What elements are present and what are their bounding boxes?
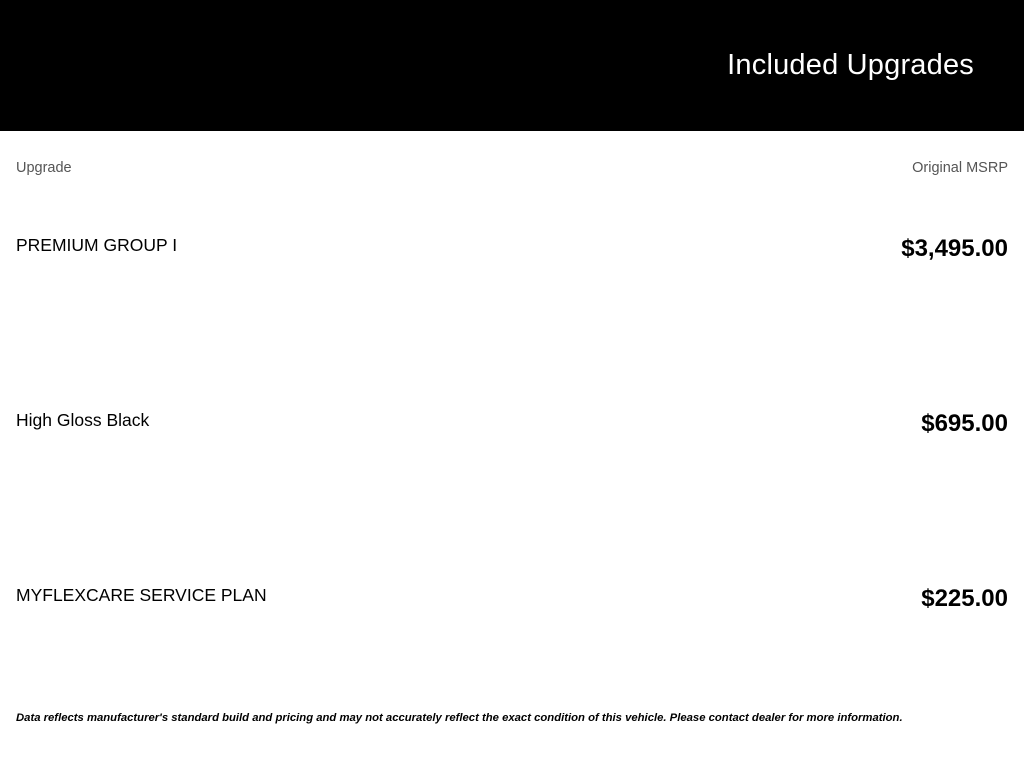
upgrades-list [16, 176, 1008, 701]
column-header-upgrade: Upgrade [16, 160, 72, 176]
column-header-original-msrp: Original MSRP [912, 160, 1008, 176]
upgrade-price: $695.00 [921, 410, 1008, 437]
table-row [16, 176, 1008, 351]
upgrade-name: High Gloss Black [16, 410, 150, 430]
upgrade-price: $3,495.00 [901, 235, 1008, 262]
upgrades-content [0, 131, 1024, 768]
table-header-row [16, 131, 1008, 176]
upgrade-price: $225.00 [921, 585, 1008, 612]
table-row [16, 526, 1008, 701]
table-row [16, 351, 1008, 526]
disclaimer-text: Data reflects manufacturer's standard build and pricing and may not accurately reflect the exact condition of this vehicle. Please contact dealer for more information. [16, 712, 903, 725]
page-header [0, 0, 1024, 131]
page-title: Included Upgrades [727, 49, 974, 81]
upgrade-name: MYFLEXCARE SERVICE PLAN [16, 585, 267, 605]
upgrade-name: PREMIUM GROUP I [16, 235, 178, 255]
